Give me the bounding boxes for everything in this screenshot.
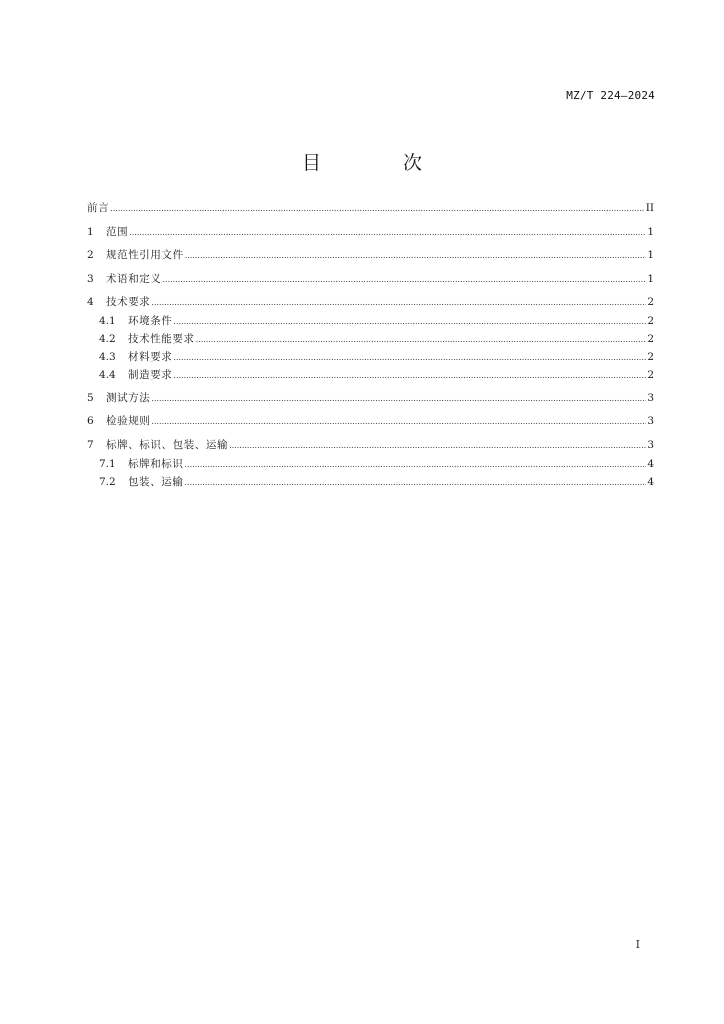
toc-entry-4-4[interactable] <box>87 366 654 384</box>
toc-leader <box>185 246 647 266</box>
toc-entry-label: 技术性能要求 <box>128 333 195 345</box>
toc-entry-7[interactable] <box>87 435 654 455</box>
toc-leader <box>110 199 645 219</box>
toc-entry-number: 4.4 <box>99 369 116 381</box>
toc-entry-label: 技术要求 <box>106 296 151 308</box>
toc-entry-5[interactable] <box>87 388 654 408</box>
toc-leader <box>229 436 646 456</box>
toc-entry-page: 2 <box>647 333 654 345</box>
toc-entry-4-2[interactable] <box>87 330 654 348</box>
toc-leader <box>151 412 646 432</box>
page-number: I <box>635 938 640 951</box>
toc-entry-7-2[interactable] <box>87 473 654 491</box>
toc-entry-foreword[interactable] <box>87 198 654 218</box>
toc-entry-label: 检验规则 <box>106 415 151 427</box>
toc-leader <box>196 331 647 349</box>
toc-entry-label: 环境条件 <box>128 315 173 327</box>
toc-entry-label: 材料要求 <box>128 351 173 363</box>
toc-leader <box>163 270 647 290</box>
toc-entry-page: II <box>645 202 654 214</box>
toc-entry-number: 2 <box>87 249 94 261</box>
toc-entry-number: 7.2 <box>99 475 116 488</box>
toc-entry-label: 包装、运输 <box>128 475 184 488</box>
toc-entry-4[interactable] <box>87 292 654 312</box>
toc-entry-page: 2 <box>647 296 654 308</box>
toc-entry-4-3[interactable] <box>87 348 654 366</box>
toc-entry-7-1[interactable] <box>87 455 654 473</box>
toc-entry-number: 7.1 <box>99 457 116 470</box>
toc-leader <box>173 349 646 367</box>
toc-entry-number: 4.3 <box>99 351 116 363</box>
toc-entry-label: 制造要求 <box>128 369 173 381</box>
page-title: 目 次 <box>301 152 461 174</box>
toc-leader <box>185 456 647 474</box>
toc-entry-label: 规范性引用文件 <box>106 249 184 261</box>
toc-entry-number: 7 <box>87 438 94 451</box>
toc-entry-page: 1 <box>647 272 654 285</box>
toc-entry-1[interactable] <box>87 222 654 242</box>
toc-leader <box>151 293 646 313</box>
toc-entry-number: 5 <box>87 391 94 404</box>
toc-entry-3[interactable] <box>87 269 654 289</box>
toc-entry-page: 4 <box>647 457 654 470</box>
toc-entry-label: 标牌、标识、包装、运输 <box>106 438 229 451</box>
toc-entry-page: 2 <box>647 369 654 381</box>
toc-entry-4-1[interactable] <box>87 312 654 330</box>
toc-leader <box>129 223 646 243</box>
toc-entry-page: 2 <box>647 315 654 327</box>
toc-leader <box>173 367 646 385</box>
standard-code: MZ/T 224—2024 <box>566 89 655 102</box>
toc-entry-number: 1 <box>87 225 94 238</box>
toc-entry-label: 前言 <box>87 202 110 214</box>
toc-entry-page: 3 <box>647 438 654 451</box>
toc-entry-label: 术语和定义 <box>106 272 162 285</box>
toc-entry-page: 3 <box>647 391 654 404</box>
toc-leader <box>173 313 646 331</box>
toc-leader <box>185 474 647 492</box>
toc-entry-page: 1 <box>647 225 654 238</box>
toc-entry-number: 3 <box>87 272 94 285</box>
toc-entry-label: 标牌和标识 <box>128 457 184 470</box>
toc-entry-number: 6 <box>87 415 94 427</box>
toc-leader <box>151 389 646 409</box>
toc-entry-2[interactable] <box>87 245 654 265</box>
toc-entry-number: 4.1 <box>99 315 116 327</box>
toc-entry-page: 4 <box>647 475 654 488</box>
toc-entry-page: 3 <box>647 415 654 427</box>
toc-entry-label: 测试方法 <box>106 391 151 404</box>
toc-entry-number: 4.2 <box>99 333 116 345</box>
toc-entry-number: 4 <box>87 296 94 308</box>
toc-entry-page: 1 <box>647 249 654 261</box>
toc-entry-page: 2 <box>647 351 654 363</box>
toc-entry-6[interactable] <box>87 411 654 431</box>
toc-entry-label: 范围 <box>106 225 129 238</box>
table-of-contents <box>87 198 654 491</box>
